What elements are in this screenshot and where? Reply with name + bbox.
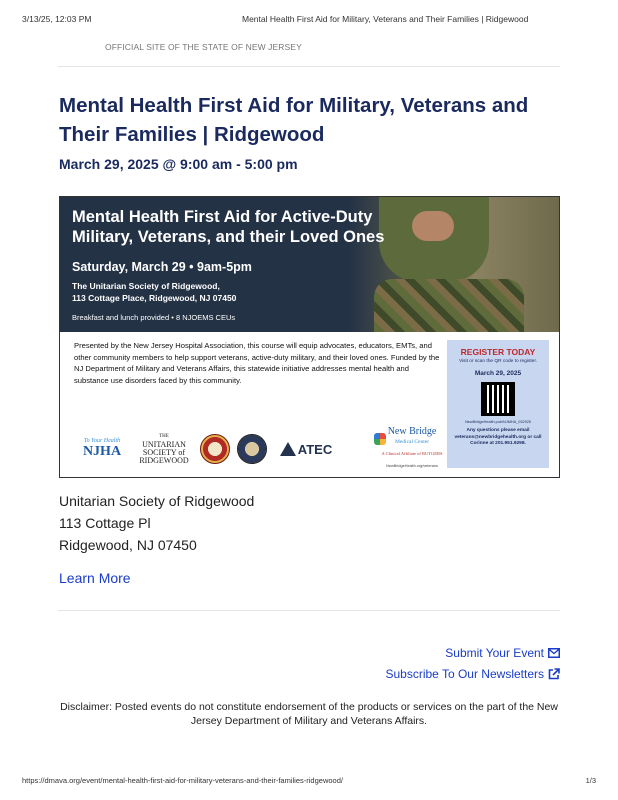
njha-wordmark: NJHA	[82, 444, 122, 459]
soldier-hands	[412, 211, 454, 241]
register-title: REGISTER TODAY	[460, 347, 536, 357]
uu-line4: RIDGEWOOD	[139, 456, 189, 465]
print-page-title: Mental Health First Aid for Military, Veterans and Their Families | Ridgewood	[242, 14, 529, 24]
top-divider	[58, 66, 560, 67]
subscribe-newsletters-link[interactable]	[385, 667, 560, 681]
flyer-address-line2: 113 Cottage Place, Ridgewood, NJ 07450	[72, 293, 237, 303]
njha-caption: To Your Health	[83, 438, 121, 444]
atec-triangle-icon	[280, 442, 296, 456]
new-bridge-mark-icon	[374, 433, 386, 445]
print-page-number: 1/3	[585, 776, 596, 785]
njoems-seal-icon	[200, 434, 230, 464]
submit-event-link[interactable]	[445, 646, 560, 660]
disclaimer-text: Disclaimer: Posted events do not constitute endorsement of the products or services on the part of the New Jersey Department of Military and Veterans Affairs.	[60, 701, 558, 727]
uu-line2: UNITARIAN	[142, 440, 186, 449]
flyer-logo-row	[74, 426, 474, 469]
learn-more-link[interactable]: Learn More	[59, 570, 131, 586]
print-url: https://dmava.org/event/mental-health-first-aid-for-military-veterans-and-their-families-ridgewood/	[22, 776, 343, 785]
unitarian-society-logo	[134, 429, 194, 469]
register-date: March 29, 2025	[474, 370, 522, 377]
event-title: Mental Health First Aid for Military, Veterans and Their Families | Ridgewood	[59, 94, 529, 146]
new-bridge-affiliate: A Clinical Affiliate of RUTGERS	[381, 451, 443, 456]
subscribe-label: Subscribe To Our Newsletters	[385, 667, 544, 681]
register-subtitle: Visit or scan the QR code to register.	[458, 359, 538, 364]
event-date-time: March 29, 2025 @ 9:00 am - 5:00 pm	[59, 156, 298, 172]
venue-name: Unitarian Society of Ridgewood	[59, 493, 255, 509]
event-flyer-image	[59, 196, 560, 478]
mid-divider	[58, 610, 560, 611]
official-site-banner: OFFICIAL SITE OF THE STATE OF NEW JERSEY	[105, 42, 302, 52]
venue-street: 113 Cottage Pl	[59, 515, 151, 531]
new-bridge-logo	[372, 426, 452, 469]
register-questions: Any questions please email veterans@newbridgehealth.org or call Corinne at 201.951.9298.	[454, 428, 542, 446]
print-timestamp: 3/13/25, 12:03 PM	[22, 14, 92, 24]
envelope-icon	[548, 648, 560, 658]
flyer-headline: Mental Health First Aid for Active-Duty Military, Veterans, and their Loved Ones	[72, 208, 385, 246]
soldier-camo-pants	[374, 279, 524, 332]
new-bridge-url: NewBridgeHealth.org/veterans	[386, 464, 438, 468]
new-bridge-sub: Medical Center	[394, 439, 430, 445]
qr-code-icon	[481, 382, 515, 416]
register-url: NewBridgeHealth.pub/NJMHA_032925	[465, 420, 531, 424]
atec-wordmark: ATEC	[297, 441, 333, 457]
atec-logo	[274, 429, 338, 469]
flyer-date-line: Saturday, March 29 • 9am-5pm	[72, 260, 252, 274]
external-link-icon	[548, 668, 560, 680]
venue-city: Ridgewood, NJ 07450	[59, 537, 197, 553]
flyer-address-line1: The Unitarian Society of Ridgewood,	[72, 281, 220, 291]
flyer-meals-line: Breakfast and lunch provided • 8 NJOEMS CEUs	[72, 313, 236, 322]
register-box	[447, 340, 549, 468]
flyer-body-text: Presented by the New Jersey Hospital Association, this course will equip advocates, educators, EMTs, and other community members to help support veterans, active-duty military, and their loved ones. Funded by the NJ Department of Military and Veterans Affairs, this statewide initiative addresses mental health and substance use disorders faced by this community.	[74, 341, 440, 385]
submit-event-label: Submit Your Event	[445, 646, 544, 660]
new-bridge-wordmark: New Bridge	[387, 426, 437, 437]
njha-logo	[74, 429, 130, 469]
uu-line3: SOCIETY of	[142, 448, 186, 457]
dmava-seal-icon	[237, 434, 267, 464]
uu-line1: THE	[159, 434, 169, 439]
